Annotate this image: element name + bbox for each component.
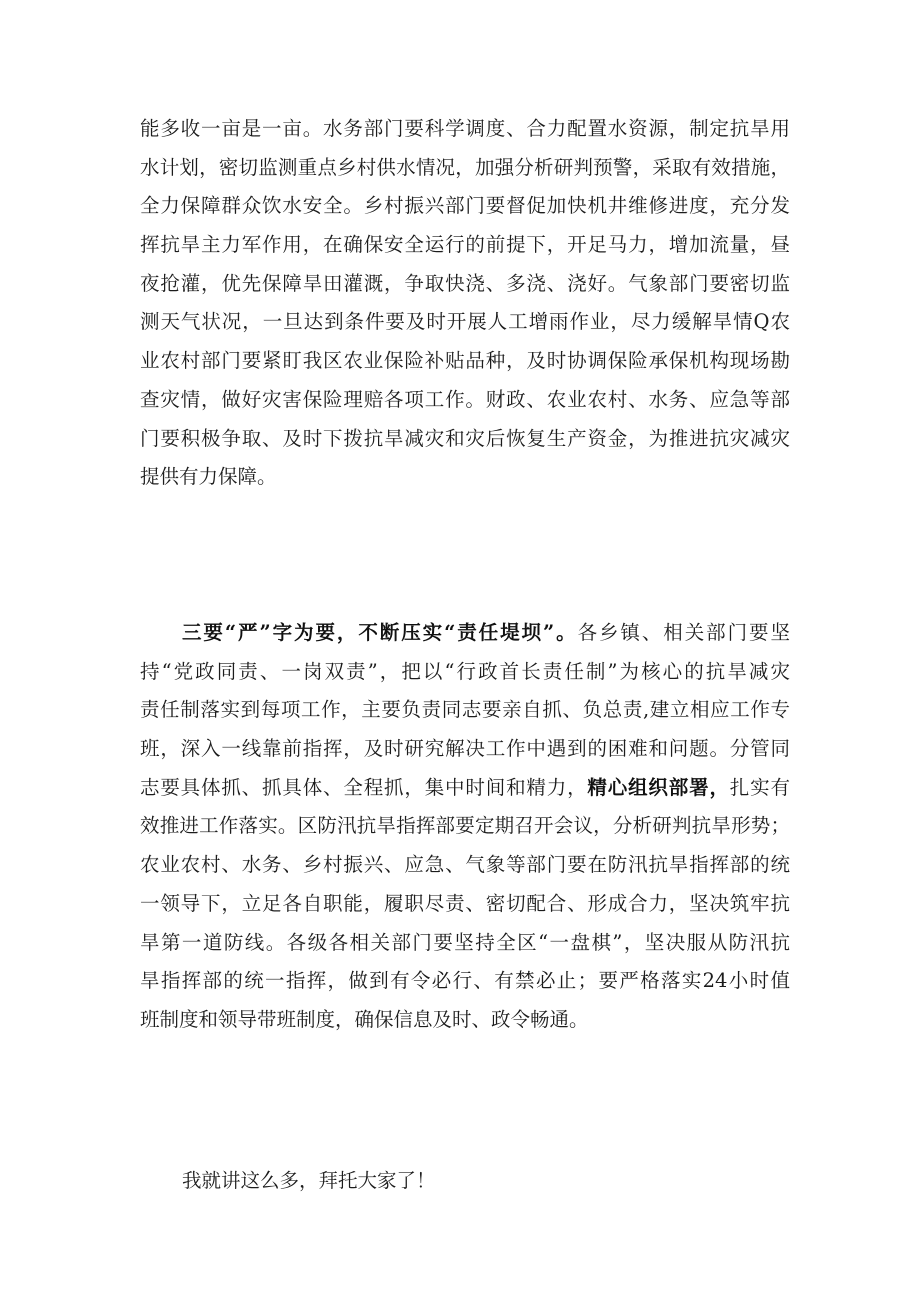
text-line: 农业农村、水务、乡村振兴、应急、气象等部门要在防汛抗旱指挥部的统 <box>140 853 790 877</box>
text-line: 全力保障群众饮水安全。乡村振兴部门要督促加快机井维修进度，充分发 <box>140 194 790 218</box>
text-run: 扎实有 <box>729 775 790 799</box>
text-line: 水计划，密切监测重点乡村供水情况，加强分析研判预警，采取有效措施， <box>140 155 790 179</box>
text-line: 班，深入一线靠前指挥，及时研究解决工作中遇到的困难和问题。分管同 <box>140 737 790 761</box>
bold-phrase: 精心组织部署， <box>587 775 730 799</box>
text-line: 查灾情，做好灾害保险理赔各项工作。财政、农业农村、水务、应急等部 <box>140 387 790 411</box>
text-line: 挥抗旱主力军作用，在确保安全运行的前提下，开足马力，增加流量，昼 <box>140 233 790 257</box>
text-line: 一领导下，立足各自职能，履职尽责、密切配合、形成合力，坚决筑牢抗 <box>140 891 790 915</box>
text-line: 班制度和领导带班制度，确保信息及时、政令畅通。 <box>140 1007 589 1031</box>
paragraph-1 <box>140 110 790 497</box>
section-heading: 三要“严”字为要，不断压实“责任堤坝”。 <box>182 621 578 644</box>
closing-paragraph <box>140 1162 790 1201</box>
text-line <box>140 614 790 653</box>
text-line <box>140 769 790 808</box>
text-line: 责任制落实到每项工作，主要负责同志要亲自抓、负总责,建立相应工作专 <box>140 698 790 722</box>
text-line: 门要积极争取、及时下拨抗旱减灾和灾后恢复生产资金，为推进抗灾减灾 <box>140 426 790 450</box>
text-line: 夜抢灌，优先保障旱田灌溉，争取快浇、多浇、浇好。气象部门要密切监 <box>140 271 790 295</box>
text-run: 各乡镇、相关部门要坚 <box>577 621 790 644</box>
text-line: 旱指挥部的统一指挥，做到有令必行、有禁必止；要严格落实24小时值 <box>140 969 790 993</box>
text-line: 测天气状况，一旦达到条件要及时开展人工增雨作业，尽力缓解旱情Q农 <box>140 310 790 334</box>
text-run: 志要具体抓、抓具体、全程抓，集中时间和精力， <box>140 775 588 799</box>
text-line: 旱第一道防线。各级各相关部门要坚持全区“一盘棋”，坚决服从防汛抗 <box>140 930 790 954</box>
text-line: 持“党政同责、一岗双责”，把以“行政首长责任制”为核心的抗旱减灾 <box>140 659 790 683</box>
closing-line: 我就讲这么多，拜托大家了！ <box>182 1169 436 1192</box>
text-line: 业农村部门要紧盯我区农业保险补贴品种，及时协调保险承保机构现场勘 <box>140 349 790 373</box>
text-line: 提供有力保障。 <box>140 465 277 489</box>
text-line: 效推进工作落实。区防汛抗旱指挥部要定期召开会议，分析研判抗旱形势； <box>140 814 790 838</box>
text-line: 能多收一亩是一亩。水务部门要科学调度、合力配置水资源，制定抗旱用 <box>140 117 790 140</box>
paragraph-2 <box>140 614 790 1040</box>
